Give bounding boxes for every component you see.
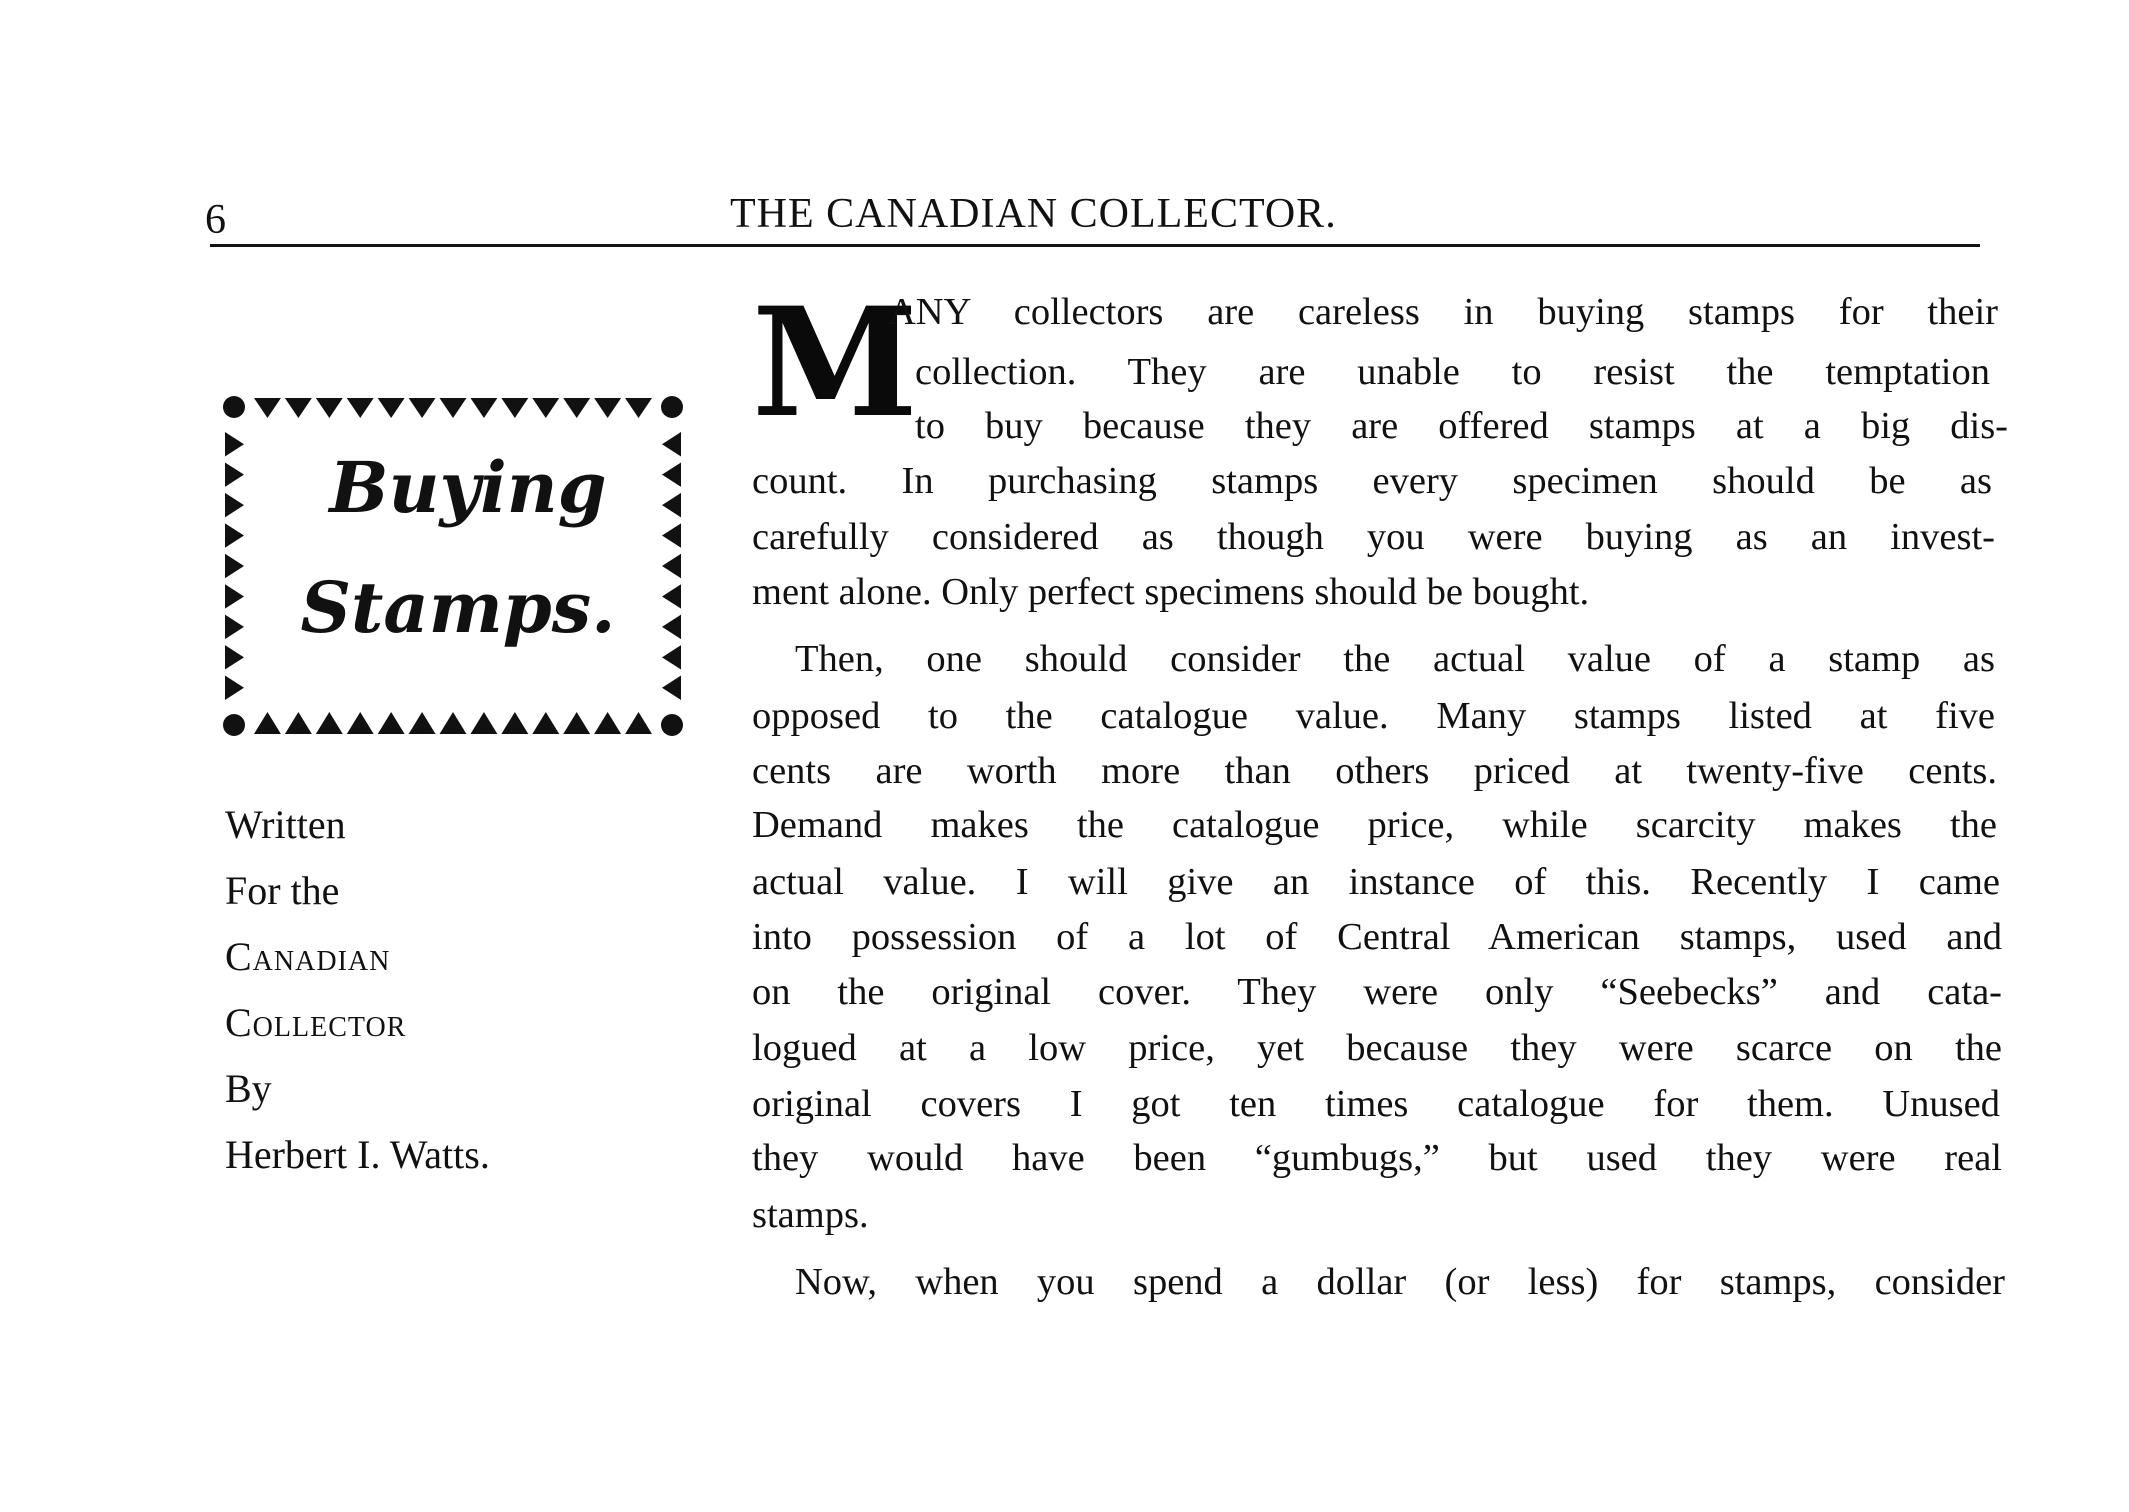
bottom-ornament-triangle bbox=[285, 712, 312, 734]
title-line-1: Buying bbox=[329, 446, 607, 529]
bottom-ornament-triangle bbox=[594, 712, 621, 734]
title-line-2: Stamps. bbox=[300, 566, 616, 649]
byline-line: For the bbox=[225, 868, 340, 913]
top-ornament-triangle bbox=[470, 398, 497, 418]
bottom-ornament-triangle bbox=[563, 712, 590, 734]
byline-line: Canadian bbox=[225, 934, 391, 979]
bottom-ornament-triangle bbox=[254, 712, 281, 734]
top-ornament-triangle bbox=[347, 398, 374, 418]
bottom-ornament-triangle bbox=[470, 712, 497, 734]
bottom-ornament-triangle bbox=[625, 712, 652, 734]
top-ornament-triangle bbox=[254, 398, 281, 418]
top-ornament-triangle bbox=[501, 398, 528, 418]
running-title: THE CANADIAN COLLECTOR. bbox=[730, 191, 1337, 237]
article-line: ment alone. Only perfect specimens should be bought. bbox=[752, 571, 1590, 613]
bottom-ornament-triangle bbox=[501, 712, 528, 734]
article-line: Demand makes the catalogue price, while scarcity makes the bbox=[752, 804, 1997, 846]
article-line: Now, when you spend a dollar (or less) for stamps, consider bbox=[795, 1261, 2005, 1303]
top-ornament-triangle bbox=[316, 398, 343, 418]
top-ornament-triangle bbox=[378, 398, 405, 418]
byline bbox=[225, 792, 490, 1188]
top-ornament-triangle bbox=[440, 398, 467, 418]
header-rule bbox=[210, 244, 1980, 247]
article-line: logued at a low price, yet because they were scarce on the bbox=[752, 1027, 2002, 1069]
top-ornament-triangle bbox=[532, 398, 559, 418]
article-line: opposed to the catalogue value. Many stamps listed at five bbox=[752, 695, 1995, 737]
bottom-ornament-triangle bbox=[347, 712, 374, 734]
article-line: into possession of a lot of Central American stamps, used and bbox=[752, 916, 2002, 958]
right-ornament-triangle bbox=[662, 523, 681, 547]
byline-line: Written bbox=[225, 802, 346, 847]
article-line: Then, one should consider the actual value of a stamp as bbox=[795, 638, 1995, 680]
article-line: collection. They are unable to resist the temptation bbox=[915, 351, 1990, 393]
byline-line: By bbox=[225, 1066, 272, 1111]
left-ornament-triangle bbox=[225, 645, 244, 669]
right-ornament-triangle bbox=[662, 645, 681, 669]
top-ornament-triangle bbox=[563, 398, 590, 418]
title-ornament-box bbox=[222, 395, 684, 737]
article-line: to buy because they are offered stamps at a big dis- bbox=[915, 405, 2008, 447]
article-line: carefully considered as though you were buying as an invest- bbox=[752, 516, 1995, 558]
byline-line: Collector bbox=[225, 1000, 407, 1045]
bottom-ornament-triangle bbox=[532, 712, 559, 734]
article-line: actual value. I will give an instance of this. Recently I came bbox=[752, 861, 2000, 903]
bottom-ornament-triangle bbox=[316, 712, 343, 734]
article-line: original covers I got ten times catalogue for them. Unused bbox=[752, 1083, 2000, 1125]
article-line: on the original cover. They were only “Seebecks” and cata- bbox=[752, 971, 2002, 1013]
top-ornament-triangle bbox=[409, 398, 436, 418]
top-ornament-triangle bbox=[625, 398, 652, 418]
drop-cap: M bbox=[752, 275, 919, 451]
article-line: count. In purchasing stamps every specimen should be as bbox=[752, 460, 1992, 502]
corner-dot bbox=[661, 714, 683, 736]
right-ornament-triangle bbox=[662, 676, 681, 700]
bottom-ornament-triangle bbox=[378, 712, 405, 734]
top-ornament-triangle bbox=[594, 398, 621, 418]
top-ornament-triangle bbox=[285, 398, 312, 418]
article-line: cents are worth more than others priced at twenty-five cents. bbox=[752, 750, 1997, 792]
corner-dot bbox=[661, 396, 683, 418]
bottom-ornament-triangle bbox=[440, 712, 467, 734]
page-number: 6 bbox=[205, 197, 226, 243]
left-ornament-triangle bbox=[225, 523, 244, 547]
bottom-ornament-triangle bbox=[409, 712, 436, 734]
corner-dot bbox=[223, 714, 245, 736]
byline-line: Herbert I. Watts. bbox=[225, 1132, 490, 1177]
article-line: stamps. bbox=[752, 1194, 869, 1236]
left-ornament-triangle bbox=[225, 676, 244, 700]
corner-dot bbox=[223, 396, 245, 418]
article-line: ANY collectors are careless in buying stamps for their bbox=[888, 291, 1998, 333]
article-line: they would have been “gumbugs,” but used they were real bbox=[752, 1137, 2002, 1179]
